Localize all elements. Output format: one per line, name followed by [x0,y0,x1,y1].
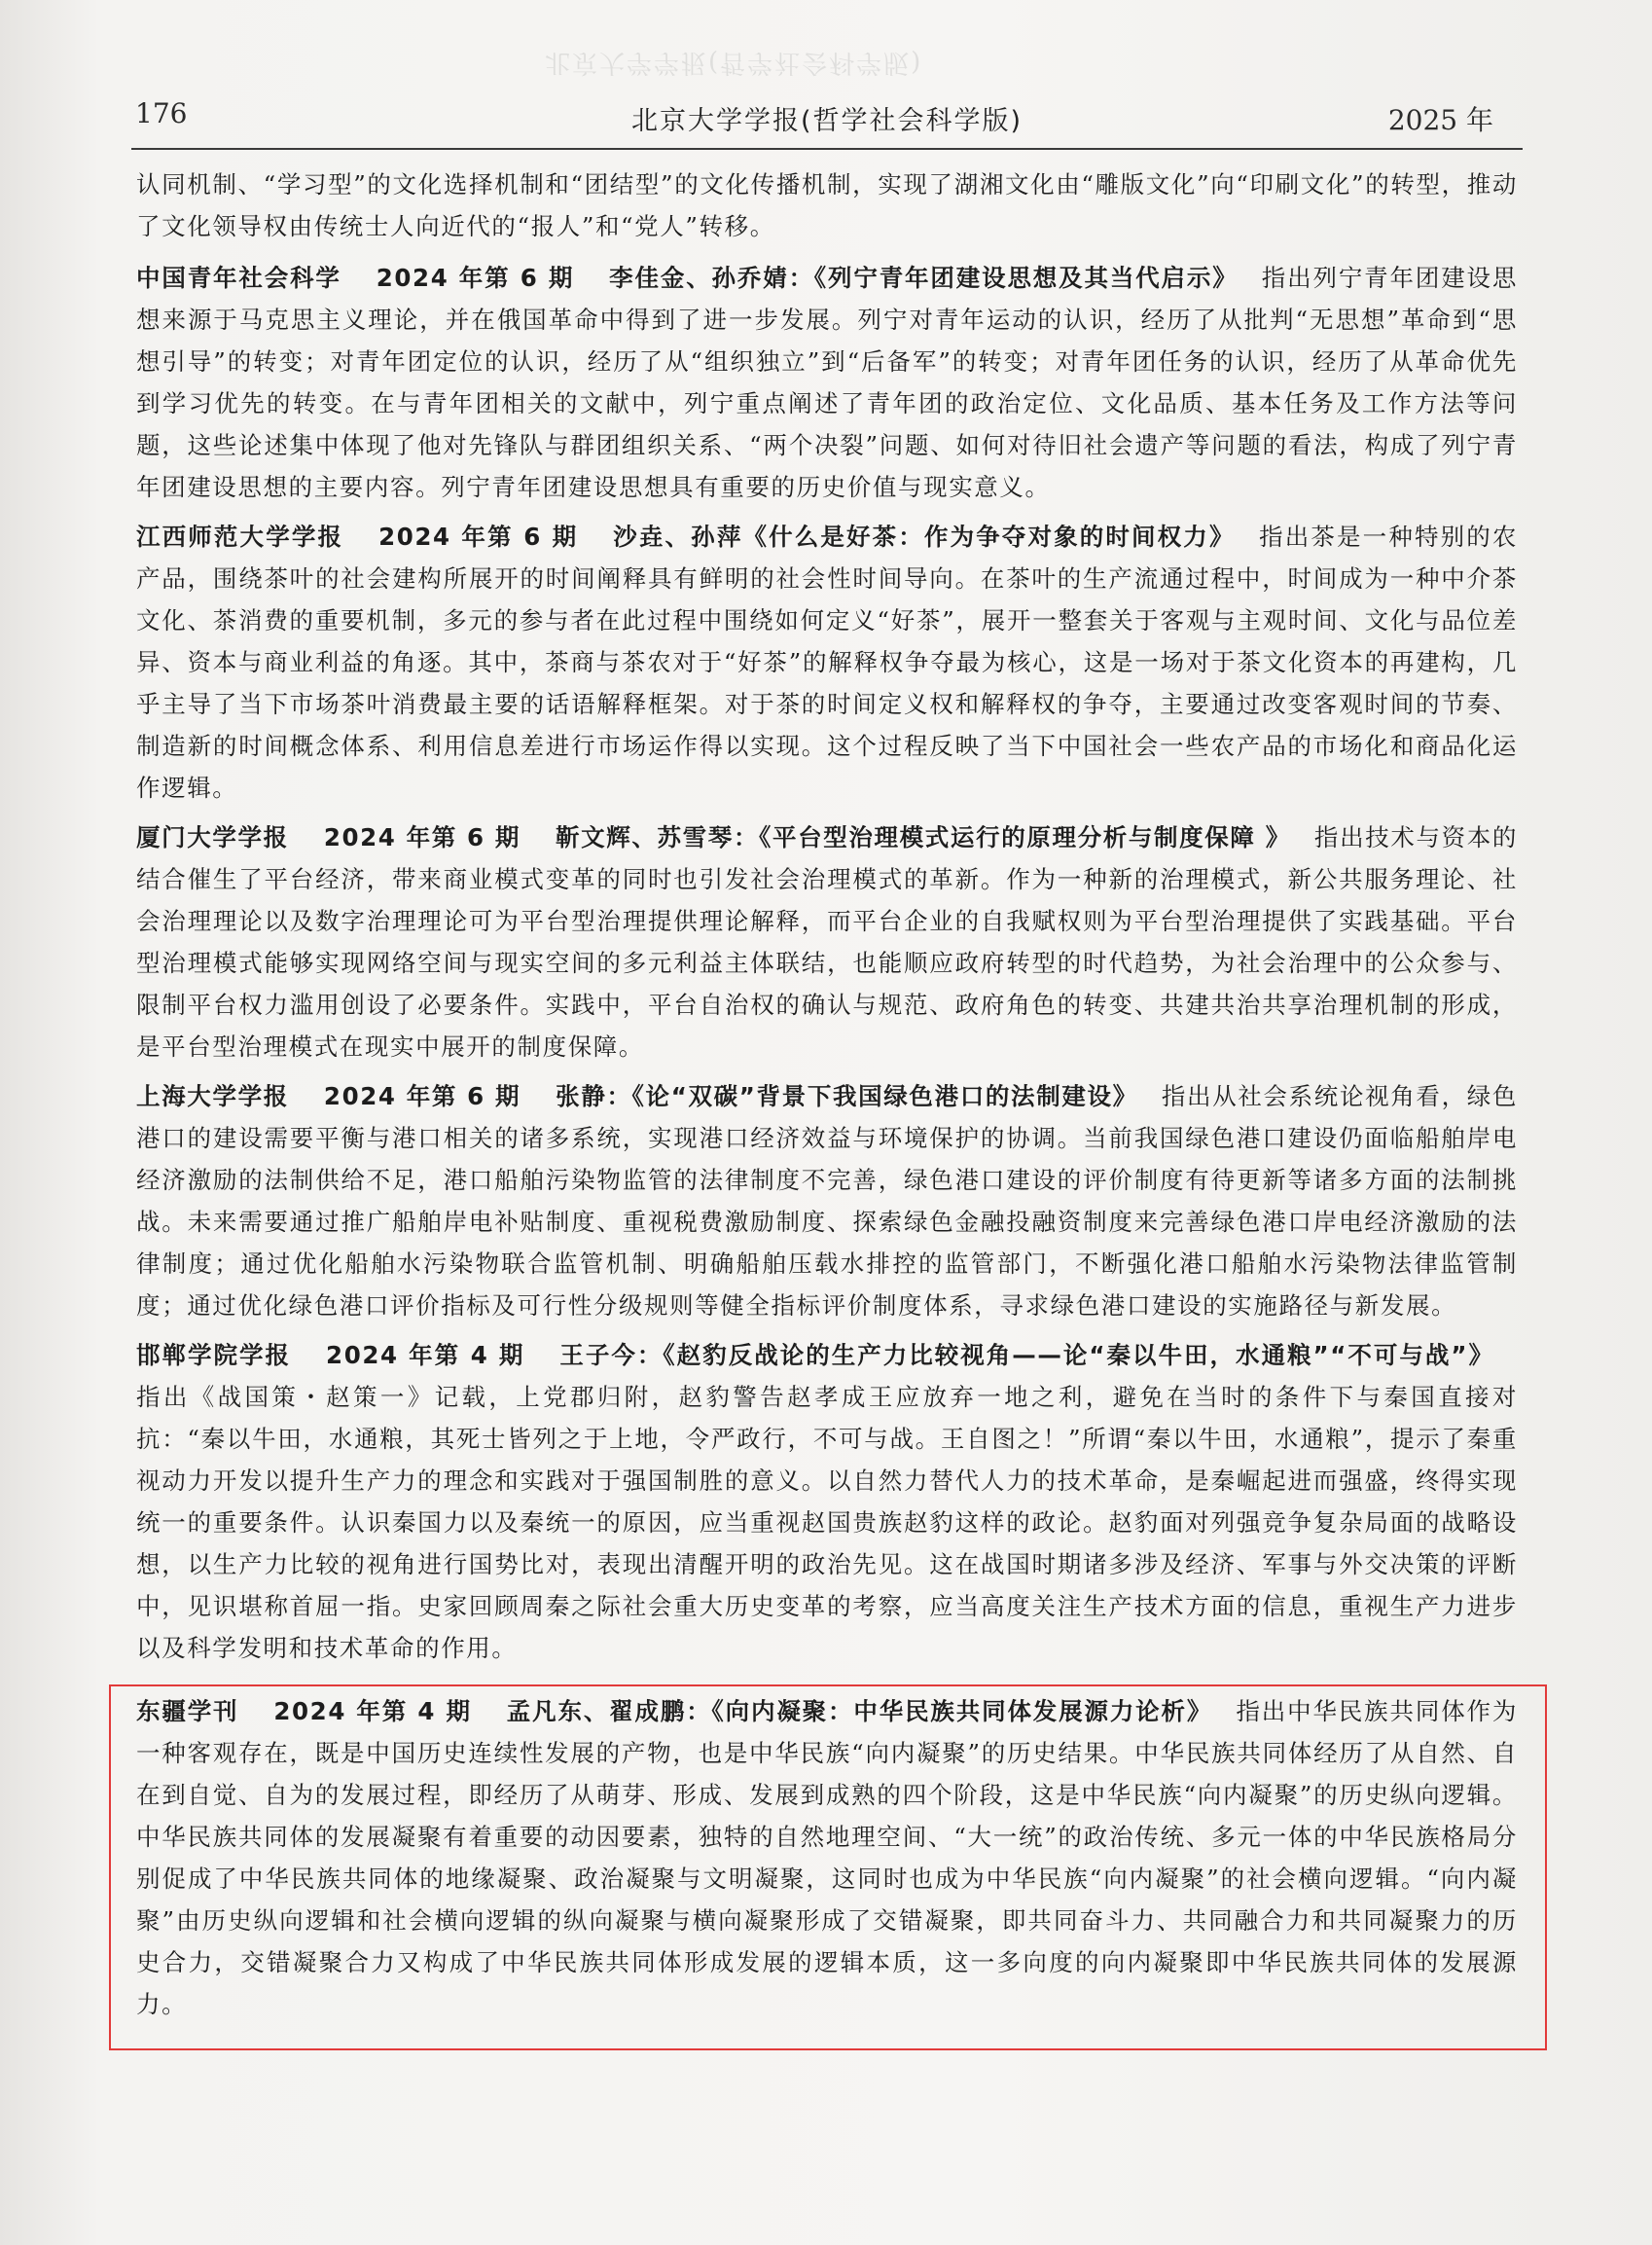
entry-summary: 指出《战国策・赵策一》记载，上党郡归附，赵豹警告赵孝成王应放弃一地之利，避免在当时的条件下与秦国直接对抗：“秦以牛田，水通粮，其死士皆列之于上地，令严政行，不可与战。王自图之！”所谓“秦以牛田，水通粮”，提示了秦重视动力开发以提升生产力的理念和实践对于强国制胜的意义。以自然力替代人力的技术革命，是秦崛起进而强盛，终得实现统一的重要条件。认识秦国力以及秦统一的原因，应当重视赵国贵族赵豹这样的政论。赵豹面对列强竞争复杂局面的战略设想，以生产力比较的视角进行国势比对，表现出清醒开明的政治先见。这在战国时期诸多涉及经济、军事与外交决策的评断中，见识堪称首屈一指。史家回顾周秦之际社会重大历史变革的考察，应当高度关注生产技术方面的信息，重视生产力进步以及科学发明和技术革命的作用。 [136,1383,1518,1662]
entry-issue: 2024 年第 6 期 [376,264,575,292]
entry-summary: 指出列宁青年团建设思想来源于马克思主义理论，并在俄国革命中得到了进一步发展。列宁对青年运动的认识，经历了从批判“无思想”革命到“思想引导”的转变；对青年团定位的认识，经历了从“组织独立”到“后备军”的转变；对青年团任务的认识，经历了从革命优先到学习优先的转变。在与青年团相关的文献中，列宁重点阐述了青年团的政治定位、文化品质、基本任务及工作方法等问题，这些论述集中体现了他对先锋队与群团组织关系、“两个决裂”问题、如何对待旧社会遗产等问题的看法，构成了列宁青年团建设思想的主要内容。列宁青年团建设思想具有重要的历史价值与现实意义。 [136,264,1518,501]
entry-issue: 2024 年第 6 期 [378,523,579,551]
abstract-entry [136,1334,1518,1669]
running-title: 北京大学学报(哲学社会科学版) [630,106,1024,136]
abstract-entry [136,257,1518,508]
abstract-entry-highlighted [136,1690,1518,2025]
entry-journal: 东疆学刊 [136,1697,239,1725]
intro-paragraph: 认同机制、“学习型”的文化选择机制和“团结型”的文化传播机制，实现了湖湘文化由“雕版文化”向“印刷文化”的转型，推动了文化领导权由传统士人向近代的“报人”和“党人”转移。 [136,170,1518,240]
entry-authors-title: 张静：《论“双碳”背景下我国绿色港口的法制建设》 [556,1082,1138,1110]
entry-authors-title: 靳文辉、苏雪琴：《平台型治理模式运行的原理分析与制度保障 》 [555,823,1291,851]
entry-journal: 厦门大学学报 [136,823,289,851]
entry-authors-title: 李佳金、孙乔婧：《列宁青年团建设思想及其当代启示》 [609,264,1239,292]
entry-summary: 指出中华民族共同体作为一种客观存在，既是中国历史连续性发展的产物，也是中华民族“向内凝聚”的历史结果。中华民族共同体经历了从自然、自在到自觉、自为的发展过程，即经历了从萌芽、形成、发展到成熟的四个阶段，这是中华民族“向内凝聚”的历史纵向逻辑。中华民族共同体的发展凝聚有着重要的动因要素，独特的自然地理空间、“大一统”的政治传统、多元一体的中华民族格局分别促成了中华民族共同体的地缘凝聚、政治凝聚与文明凝聚，这同时也成为中华民族“向内凝聚”的社会横向逻辑。“向内凝聚”由历史纵向逻辑和社会横向逻辑的纵向凝聚与横向凝聚形成了交错凝聚，即共同奋斗力、共同融合力和共同凝聚力的历史合力，交错凝聚合力又构成了中华民族共同体形成发展的逻辑本质，这一多向度的向内凝聚即中华民族共同体的发展源力。 [136,1697,1518,2018]
entry-journal: 邯郸学院学报 [136,1341,292,1369]
abstract-entry [136,816,1518,1068]
entry-summary: 指出从社会系统论视角看，绿色港口的建设需要平衡与港口相关的诸多系统，实现港口经济效益与环境保护的协调。当前我国绿色港口建设仍面临船舶岸电经济激励的法制供给不足，港口船舶污染物监管的法律制度不完善，绿色港口建设的评价制度有待更新等诸多方面的法制挑战。未来需要通过推广船舶岸电补贴制度、重视税费激励制度、探索绿色金融投融资制度来完善绿色港口岸电经济激励的法律制度；通过优化船舶水污染物联合监管机制、明确船舶压载水排控的监管部门，不断强化港口船舶水污染物法律监管制度；通过优化绿色港口评价指标及可行性分级规则等健全指标评价制度体系，寻求绿色港口建设的实施路径与新发展。 [136,1082,1518,1320]
page-header [131,90,1523,150]
entry-authors-title: 王子今：《赵豹反战论的生产力比较视角——论“秦以牛田，水通粮”“不可与战”》 [559,1341,1494,1369]
article-body [136,163,1518,2048]
entry-summary: 指出茶是一种特别的农产品，围绕茶叶的社会建构所展开的时间阐释具有鲜明的社会性时间导向。在茶叶的生产流通过程中，时间成为一种中介茶文化、茶消费的重要机制，多元的参与者在此过程中围绕如何定义“好茶”，展开一整套关于客观与主观时间、文化与品位差异、资本与商业利益的角逐。其中，茶商与茶农对于“好茶”的解释权争夺最为核心，这是一场对于茶文化资本的再建构，几乎主导了当下市场茶叶消费最主要的话语解释框架。对于茶的时间定义权和解释权的争夺，主要通过改变客观时间的节奏、制造新的时间概念体系、利用信息差进行市场运作得以实现。这个过程反映了当下中国社会一些农产品的市场化和商品化运作逻辑。 [136,523,1518,802]
entry-issue: 2024 年第 4 期 [273,1697,472,1725]
entry-issue: 2024 年第 6 期 [323,1082,521,1110]
entry-journal: 中国青年社会科学 [136,264,341,292]
abstract-entry [136,516,1518,809]
entry-issue: 2024 年第 4 期 [326,1341,525,1369]
entry-authors-title: 沙垚、孙萍《什么是好茶：作为争夺对象的时间权力》 [613,523,1236,551]
header-year: 2025 年 [1387,104,1493,136]
entry-authors-title: 孟凡东、翟成鹏：《向内凝聚：中华民族共同体发展源力论析》 [506,1697,1213,1725]
bleed-through-text: 北京大学学报(哲学社会科学版) [545,48,923,77]
entry-journal: 江西师范大学学报 [136,523,344,551]
abstract-entry [136,1075,1518,1326]
highlighted-entry-box [111,1686,1545,2048]
entry-issue: 2024 年第 6 期 [323,823,521,851]
page-number: 176 [135,97,188,129]
entry-summary: 指出技术与资本的结合催生了平台经济，带来商业模式变革的同时也引发社会治理模式的革新。作为一种新的治理模式，新公共服务理论、社会治理理论以及数字治理理论可为平台型治理提供理论解释，而平台企业的自我赋权则为平台型治理提供了实践基础。平台型治理模式能够实现网络空间与现实空间的多元利益主体联结，也能顺应政府转型的时代趋势，为社会治理中的公众参与、限制平台权力滥用创设了必要条件。实践中，平台自治权的确认与规范、政府角色的转变、共建共治共享治理机制的形成，是平台型治理模式在现实中展开的制度保障。 [136,823,1518,1061]
entry-journal: 上海大学学报 [136,1082,289,1110]
